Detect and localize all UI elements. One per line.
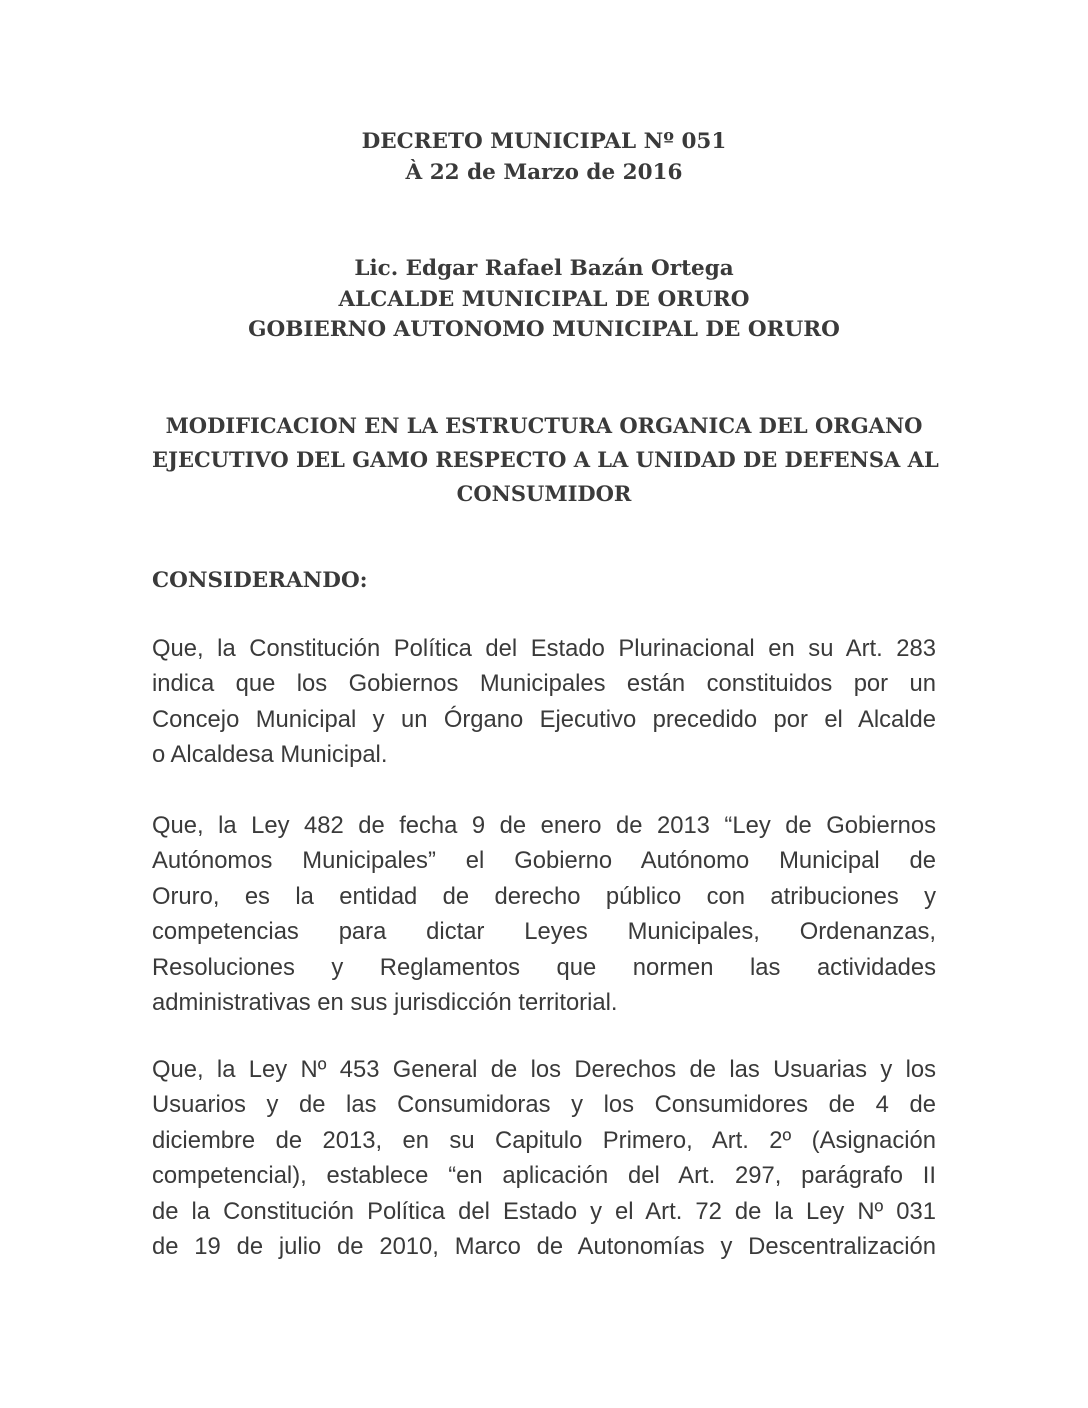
paragraph-line: Resoluciones y Reglamentos que normen las actividades	[152, 953, 936, 981]
paragraph-line: diciembre de 2013, en su Capitulo Primero, Art. 2º (Asignación	[152, 1126, 936, 1154]
paragraph-line: Usuarios y de las Consumidoras y los Consumidores de 4 de	[152, 1091, 936, 1119]
paragraph-line: de la Constitución Política del Estado y el Art. 72 de la Ley Nº 031	[152, 1197, 936, 1225]
paragraph	[152, 1052, 936, 1264]
paragraph-line: Oruro, es la entidad de derecho público con atribuciones y	[152, 882, 936, 910]
subject-line: EJECUTIVO DEL GAMO RESPECTO A LA UNIDAD DE DEFENSA AL	[152, 447, 939, 472]
subject-title	[152, 409, 939, 511]
paragraph-line: administrativas en sus jurisdicción territorial.	[152, 988, 618, 1016]
authority-block	[152, 254, 936, 346]
authority-title: ALCALDE MUNICIPAL DE ORURO	[338, 286, 750, 312]
paragraph-line: Que, la Ley Nº 453 General de los Derechos de las Usuarias y los	[152, 1056, 936, 1083]
considerando-heading: CONSIDERANDO:	[152, 568, 368, 593]
decree-header	[152, 127, 936, 188]
authority-name: Lic. Edgar Rafael Bazán Ortega	[354, 256, 734, 281]
paragraph-line: Concejo Municipal y un Órgano Ejecutivo precedido por el Alcalde	[152, 705, 936, 733]
paragraph	[152, 808, 936, 1020]
decree-number: DECRETO MUNICIPAL Nº 051	[361, 129, 727, 154]
authority-institution: GOBIERNO AUTONOMO MUNICIPAL DE ORURO	[248, 317, 840, 342]
subject-line: CONSUMIDOR	[456, 481, 632, 506]
decree-date: À 22 de Marzo de 2016	[405, 159, 683, 185]
paragraph	[152, 631, 936, 773]
paragraph-line: Que, la Constitución Política del Estado Plurinacional en su Art. 283	[152, 635, 936, 662]
paragraph-line: Que, la Ley 482 de fecha 9 de enero de 2013 “Ley de Gobiernos	[152, 812, 936, 839]
paragraph-line: indica que los Gobiernos Municipales están constituidos por un	[152, 670, 936, 698]
paragraph-line: de 19 de julio de 2010, Marco de Autonomías y Descentralización	[152, 1232, 936, 1260]
paragraph-line: Autónomos Municipales” el Gobierno Autónomo Municipal de	[152, 847, 936, 875]
paragraph-line: competencial), establece “en aplicación del Art. 297, parágrafo II	[152, 1162, 936, 1190]
subject-line: MODIFICACION EN LA ESTRUCTURA ORGANICA DEL ORGANO	[165, 413, 923, 438]
paragraph-line: o Alcaldesa Municipal.	[152, 741, 388, 769]
paragraph-line: competencias para dictar Leyes Municipales, Ordenanzas,	[152, 918, 936, 946]
